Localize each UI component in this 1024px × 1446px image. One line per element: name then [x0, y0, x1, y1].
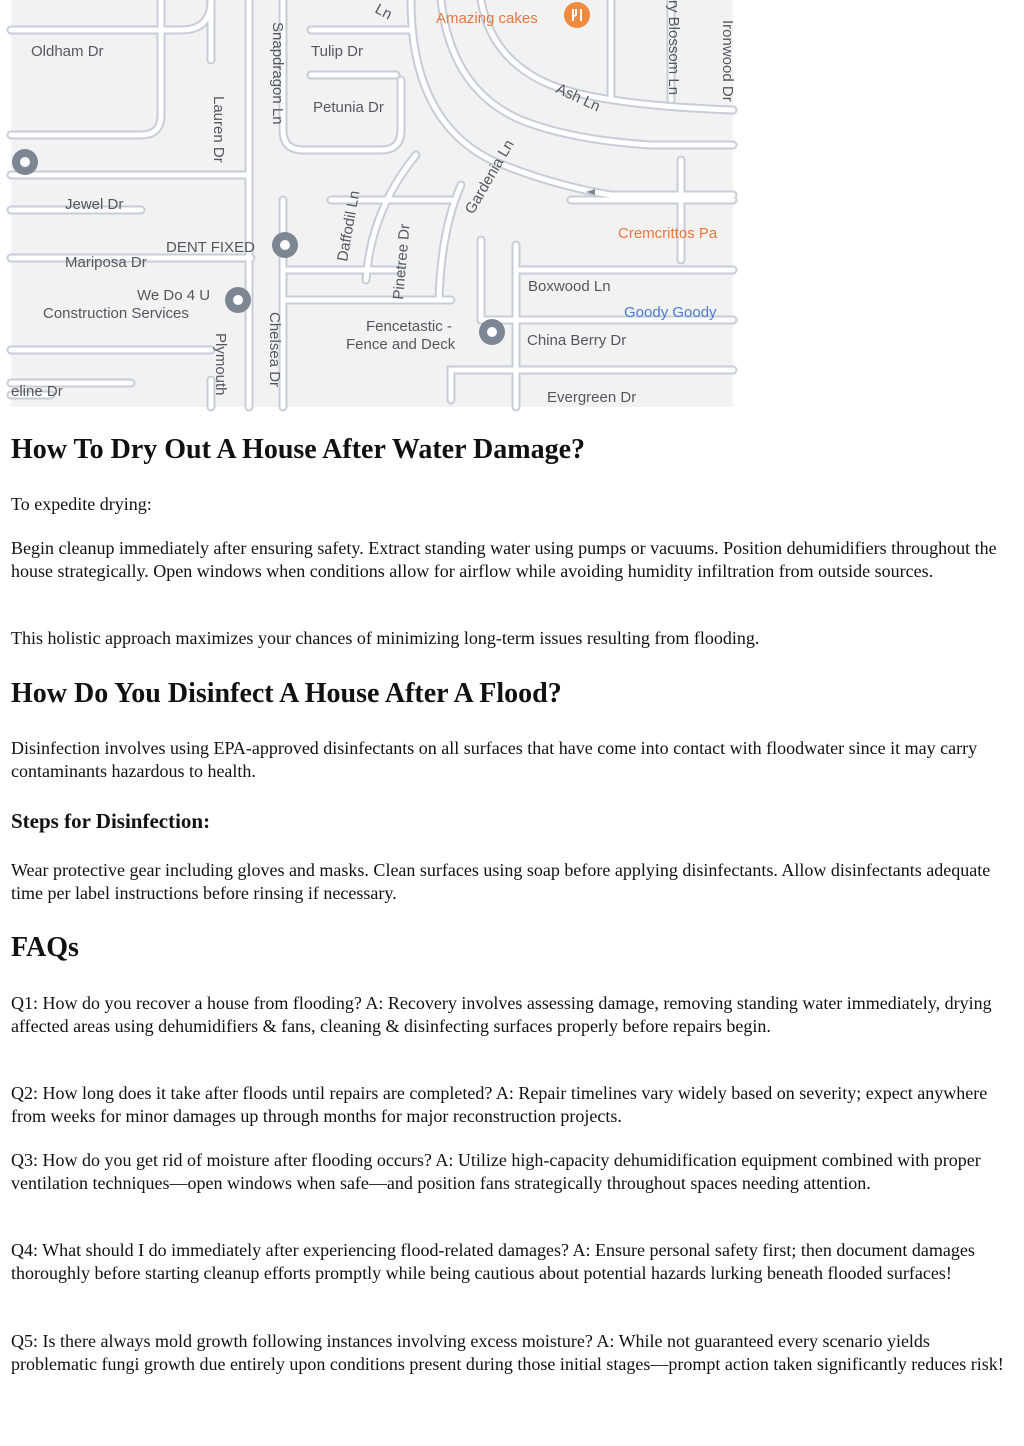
map-pin-icon[interactable] [12, 149, 38, 175]
faq-item-2: Q2: How long does it take after floods until repairs are completed? A: Repair timelines vary widely based on severity; expect anywhere from weeks for minor damages up through months for major reconstruction projects. [11, 1083, 988, 1126]
place-label-fencetastic-line1[interactable]: Fencetastic - [366, 318, 452, 335]
street-label-petunia: Petunia Dr [313, 99, 384, 116]
street-label-ash: Ash Ln [553, 80, 603, 116]
faq-item-1: Q1: How do you recover a house from flooding? A: Recovery involves assessing damage, removing standing water immediately, drying affected areas using dehumidifiers & fans, cleaning & disinfecting surfaces properly before repairs begin. [11, 993, 992, 1036]
restaurant-pin-icon[interactable] [564, 2, 590, 28]
place-label-cremcrittos[interactable]: Cremcrittos Pa [618, 225, 718, 242]
steps-disinfection-text: Wear protective gear including gloves and masks. Clean surfaces using soap before applying disinfectants. Allow disinfectants adequate time per label instructions before rinsing if necessary. [11, 860, 991, 903]
heading-dry-out: How To Dry Out A House After Water Damage? [11, 434, 585, 465]
heading-faqs: FAQs [11, 932, 79, 963]
street-label-mariposa: Mariposa Dr [65, 254, 147, 271]
map-image[interactable] [11, 0, 736, 407]
faq-item-5: Q5: Is there always mold growth following instances involving excess moisture? A: While not guaranteed every scenario yields problematic fungi growth due entirely upon conditions present during those initial stages—prompt action taken significantly reduces risk! [11, 1331, 1004, 1374]
place-label-we-do-4u-line2[interactable]: Construction Services [43, 305, 189, 322]
street-label-tulip: Tulip Dr [311, 43, 363, 60]
street-label-snapdragon: Snapdragon Ln [269, 22, 286, 125]
street-label-eline: eline Dr [11, 383, 63, 400]
map-pin-icon[interactable] [479, 319, 505, 345]
dry-conclusion-text: This holistic approach maximizes your chances of minimizing long-term issues resulting from flooding. [11, 628, 760, 648]
faq-item-4: Q4: What should I do immediately after experiencing flood-related damages? A: Ensure personal safety first; then document damages thoroughly before starting cleanup efforts promptly while being cautious about potential hazards lurking beneath flooded surfaces! [11, 1240, 975, 1283]
street-label-china-berry: China Berry Dr [527, 332, 627, 349]
street-label-blossom: ry Blossom Ln [665, 0, 682, 96]
disinfect-intro-text: Disinfection involves using EPA-approved disinfectants on all surfaces that have come into contact with floodwater since it may carry contaminants hazardous to health. [11, 738, 978, 781]
street-label-plymouth: Plymouth [212, 333, 229, 396]
street-label-jewel: Jewel Dr [65, 196, 124, 213]
street-label-gardenia: Gardenia Ln [461, 136, 518, 217]
place-label-dent-fixed[interactable]: DENT FIXED [166, 239, 255, 256]
dry-steps-text: Begin cleanup immediately after ensuring safety. Extract standing water using pumps or vacuums. Position dehumidifiers throughout the house strategically. Open windows when conditions allow for airflow while avoiding humidity infiltration from outside sources. [11, 538, 997, 581]
street-label-evergreen: Evergreen Dr [547, 389, 637, 406]
faq-item-3: Q3: How do you get rid of moisture after flooding occurs? A: Utilize high-capacity dehumidification equipment combined with proper ventilation techniques—open windows when safe—and position fans strategically throughout spaces needing attention. [11, 1150, 981, 1193]
street-label-boxwood: Boxwood Ln [528, 278, 611, 295]
dry-intro-text: To expedite drying: [11, 494, 152, 514]
place-label-amazing-cakes[interactable]: Amazing cakes [436, 10, 538, 27]
map-canvas [11, 0, 736, 407]
street-label-ironwood: Ironwood Dr [719, 20, 736, 102]
place-label-fencetastic-line2[interactable]: Fence and Deck [346, 336, 456, 353]
map-pin-icon[interactable] [225, 287, 251, 313]
street-label-top-partial: Ln [372, 0, 395, 24]
street-label-daffodil: Daffodil Ln [334, 189, 364, 263]
street-label-oldham: Oldham Dr [31, 43, 104, 60]
heading-steps-disinfection: Steps for Disinfection: [11, 809, 211, 833]
map-pin-icon[interactable] [272, 232, 298, 258]
heading-disinfect: How Do You Disinfect A House After A Flood? [11, 678, 562, 709]
street-label-pinetree: Pinetree Dr [390, 223, 414, 301]
place-label-goody[interactable]: Goody Goody [624, 304, 717, 321]
street-label-chelsea: Chelsea Dr [266, 312, 283, 388]
place-label-we-do-4u-line1[interactable]: We Do 4 U [137, 287, 211, 304]
street-label-lauren: Lauren Dr [210, 96, 227, 163]
